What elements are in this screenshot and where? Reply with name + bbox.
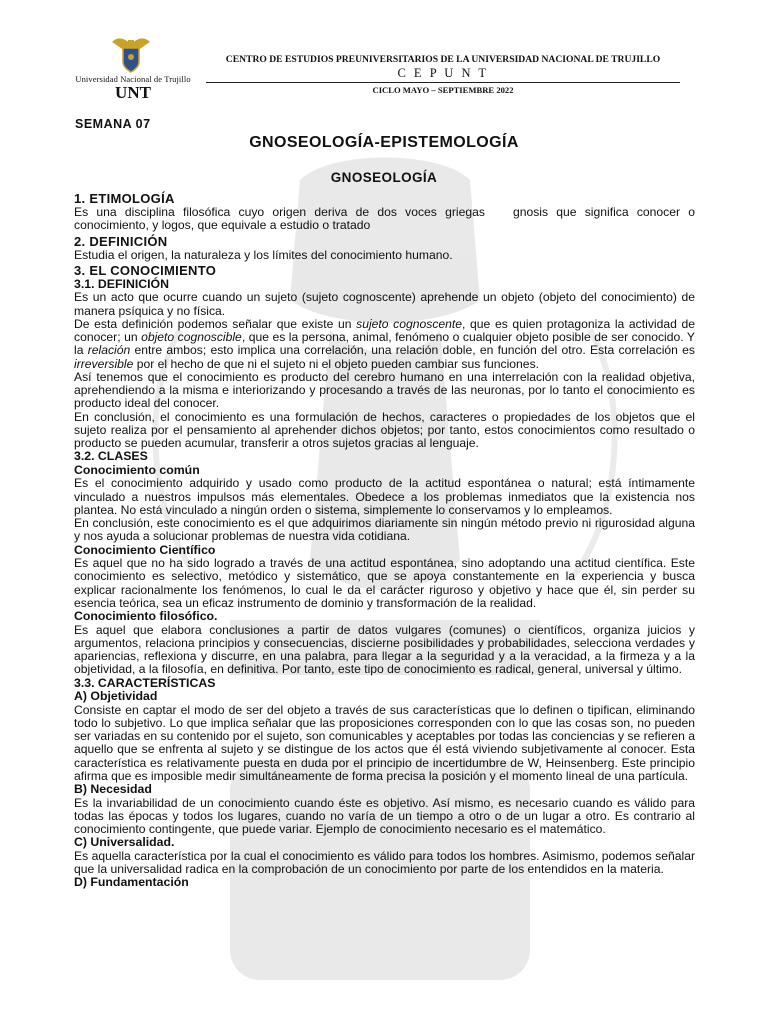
conocimiento-cientifico-heading: Conocimiento Científico bbox=[74, 542, 216, 557]
coat-of-arms-icon bbox=[108, 34, 154, 74]
necesidad-heading: B) Necesidad bbox=[74, 782, 152, 796]
etimologia-text-b: gnosis que significa conocer o conocimiento, y logos, que equivale a estudio o tratado bbox=[74, 205, 695, 233]
def2-part-i: por el hecho de que ni el sujeto ni el objeto pueden cambiar sus funciones. bbox=[133, 356, 540, 371]
subsection-caracteristicas-heading: 3.3. CARACTERÍSTICAS bbox=[74, 675, 216, 690]
necesidad-paragraph: Es la invariabilidad de un conocimiento cuando éste es objetivo. Así mismo, es necesario cuando es válido para todas las épocas y todos los lugares, cuando no varía de un tiempo a otro o de un lugar a otro. Es contrario al conocimiento contingente, que puede variar. Ejemplo de conocimiento necesario es el matemático. bbox=[74, 795, 695, 836]
universalidad-heading: C) Universalidad. bbox=[74, 835, 175, 850]
header-text bbox=[206, 54, 680, 95]
def2-objeto-cognoscible: objeto cognoscible bbox=[141, 330, 242, 344]
def2-part-g: entre ambos; esto implica una correlación, una relación doble, en función del otro. Esta correlación es bbox=[130, 343, 695, 358]
section-definicion-text: Estudia el origen, la naturaleza y los límites del conocimiento humano. bbox=[74, 247, 453, 262]
objetividad-paragraph: Consiste en captar el modo de ser del objeto a través de sus características que lo definen o tipifican, eliminando todo lo subjetivo. Lo que implica señalar que las proposiciones corresponden con lo que las cosas son, no pueden ser variadas en su contenido por el sujeto, son comunicables y aceptables por todas las conciencias y se refieren a aquello que se enfrenta al sujeto y se distingue de los actos que él está viviendo subjetivamente al conocer. Esta característica es relativamente puesta en duda por el principio de incertidumbre de W, Heinsenberg. Este principio afirma que es imposible medir simultáneamente de forma precisa la posición y el momento lineal de una partícula. bbox=[74, 702, 695, 783]
document-body bbox=[74, 190, 695, 890]
conocimiento-comun-paragraph-2: En conclusión, este conocimiento es el que adquirimos diariamente sin ningún método previo ni rigurosidad alguna y nos ayuda a solucionar problemas de nuestra vida cotidiana. bbox=[74, 516, 695, 544]
section-etimologia-heading: 1. ETIMOLOGÍA bbox=[74, 191, 175, 206]
conocimiento-comun-heading: Conocimiento común bbox=[74, 462, 200, 477]
header-line-1: CENTRO DE ESTUDIOS PREUNIVERSITARIOS DE LA UNIVERSIDAD NACIONAL DE TRUJILLO bbox=[225, 54, 661, 65]
subsection-definicion-heading: 3.1. DEFINICIÓN bbox=[74, 276, 169, 291]
def2-part-a: De esta definición podemos señalar que existe un bbox=[74, 316, 357, 331]
university-abbr: UNT bbox=[115, 83, 151, 102]
page-subtitle: GNOSEOLOGÍA bbox=[330, 170, 438, 185]
definicion-paragraph-3: Así tenemos que el conocimiento es producto del cerebro humano en una interrelación con la realidad objetiva, aprehendiendo a la misma e interiorizando y procesando a través de las neuronas, por lo tanto el conocimiento es producto ideal del conocer. bbox=[74, 369, 695, 411]
conocimiento-comun-paragraph-1: Es el conocimiento adquirido y usado como producto de la actitud espontánea o natural; está íntimamente vinculado a nuestros impulsos más elementales. Obedece a los problemas inmediatos que la existencia nos plantea. No está vinculado a ningún orden o sistema, simplemente lo conservamos y lo empleamos. bbox=[74, 476, 695, 517]
unt-logo bbox=[66, 34, 200, 102]
subsection-clases-heading: 3.2. CLASES bbox=[74, 449, 148, 464]
universalidad-paragraph: Es aquella característica por la cual el conocimiento es válido para todos los hombres. Asimismo, podemos señalar que la universalidad radica en la comprobación de un conocimiento por parte de los entendidos en la materia. bbox=[74, 848, 695, 876]
def2-sujeto-cognoscente: sujeto cognoscente bbox=[356, 316, 463, 331]
conocimiento-filosofico-paragraph: Es aquel que elabora conclusiones a partir de datos vulgares (comunes) o científicos, organiza juicios y argumentos, relaciona principios y consecuencias, discierne posibilidades y probabilidades, selecciona verdades y apariencias, reflexiona y discurre, en una palabra, para llegar a la seguridad y a la veracidad, a la firmeza y a la objetividad, a la filosofía, en definitiva. Por tanto, este tipo de conocimiento es radical, general, universal y último. bbox=[74, 622, 695, 677]
week-label: SEMANA 07 bbox=[75, 117, 151, 131]
def2-part-c: , que es quien protagoniza la actividad de conocer; un bbox=[74, 316, 695, 344]
page-title: GNOSEOLOGÍA-EPISTEMOLOGÍA bbox=[249, 134, 519, 151]
def2-irreversible: irreversible bbox=[74, 356, 134, 371]
definicion-paragraph-2 bbox=[74, 318, 695, 371]
section-conocimiento-heading: 3. EL CONOCIMIENTO bbox=[74, 262, 217, 278]
definicion-paragraph-4: En conclusión, el conocimiento es una formulación de hechos, caracteres o propiedades de los objetos que el sujeto realiza por el pensamiento al aprehender dichos objetos; por tanto, estos conocimientos como resultado o producto se pueden acumular, transferir a otros sujetos gracias al lenguaje. bbox=[74, 409, 695, 450]
def2-part-e: , que es la persona, animal, fenómeno o cualquier objeto posible de ser conocido. Y la bbox=[74, 330, 696, 358]
section-definicion-heading: 2. DEFINICIÓN bbox=[74, 233, 168, 249]
conocimiento-cientifico-paragraph: Es aquel que no ha sido logrado a través de una actitud espontánea, sino adoptando una actitud científica. Este conocimiento es selectivo, metódico y sistemático, que se apoya constantemente en la experiencia y busca explicar racionalmente los fenómenos, lo cual le da el carácter riguroso y objetivo y hace que él, sin perder su esencia teórica, sea un eficaz instrumento de dominio y transformación de la realidad. bbox=[74, 556, 695, 610]
conocimiento-filosofico-heading: Conocimiento filosófico. bbox=[74, 609, 218, 623]
objetividad-heading: A) Objetividad bbox=[74, 689, 158, 703]
section-etimologia-text bbox=[74, 206, 695, 233]
header-line-3: CICLO MAYO – SEPTIEMBRE 2022 bbox=[372, 85, 514, 95]
fundamentacion-heading: D) Fundamentación bbox=[74, 875, 189, 890]
definicion-paragraph-1: Es un acto que ocurre cuando un sujeto (sujeto cognoscente) aprehende un objeto (objeto del conocimiento) de manera psíquica y no física. bbox=[74, 290, 695, 318]
document-header bbox=[56, 30, 696, 100]
header-line-2: C E P U N T bbox=[206, 66, 680, 83]
etimologia-text-a: Es una disciplina filosófica cuyo origen deriva de dos voces griegas bbox=[74, 205, 485, 219]
university-name: Universidad Nacional de Trujillo bbox=[75, 74, 191, 84]
def2-relacion: relación bbox=[87, 343, 131, 358]
